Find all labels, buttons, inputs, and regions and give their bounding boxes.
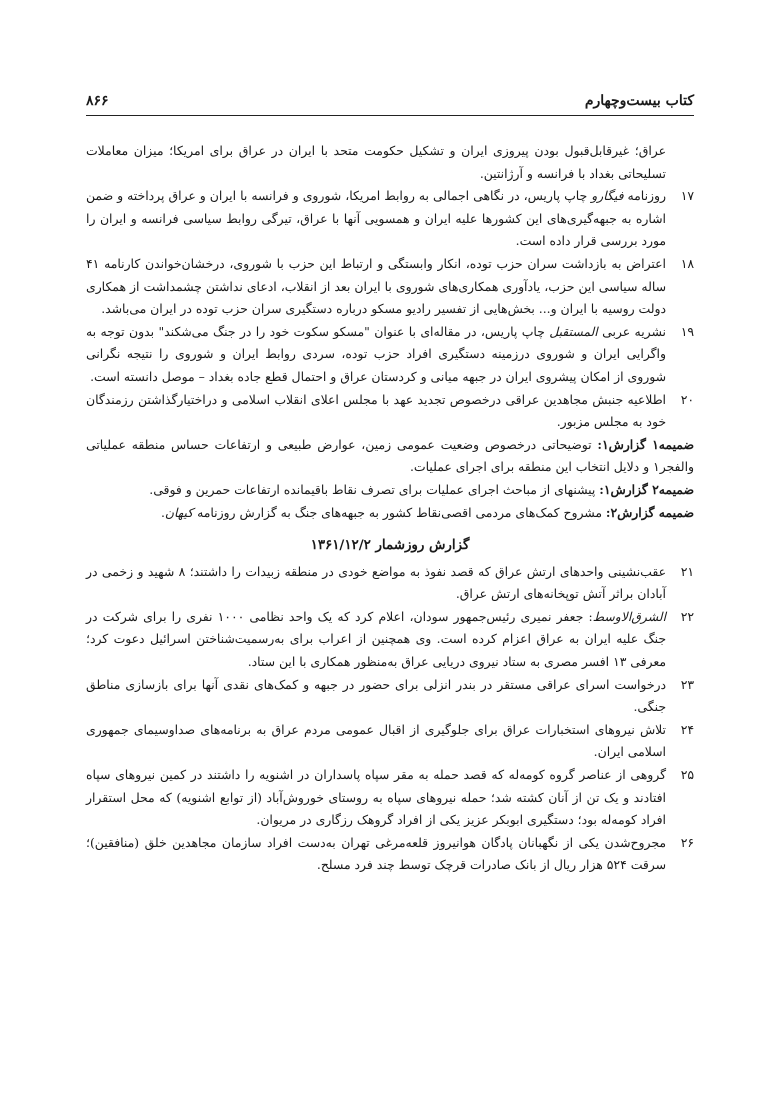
entry-number: ۲۰ — [680, 391, 694, 407]
entry-pre: مجروح‌شدن یکی از نگهبانان پادگان هوانیروز قلعه‌مرغی تهران به‌دست افراد سازمان مجاهدین خلق (منافقین)؛ سرقت ۵۲۴ هزار ریال از بانک صادرات قرچک توسط چند فرد مسلح. — [86, 834, 666, 873]
entry-source: المستقبل — [549, 323, 598, 339]
annex-end: . — [160, 504, 165, 520]
entry-pre: گروهی از عناصر گروه کومه‌له که قصد حمله به مقر سپاه پاسداران در اشنویه را داشتند در کمین نیروهای سپاه افتادند و یک تن از آنان کشته شد؛ حمله نیروهای سپاه به روستای خوروش‌آباد (از توابع اشنویه) که محل استقرار افراد کومه‌له بود؛ دستگیری ابوبکر عزیز یکی از افراد گروهک رزگاری در مریوان. — [86, 767, 666, 828]
entry-pre: نشریه عربی — [597, 323, 666, 339]
entry-pre: عقب‌نشینی واحدهای ارتش عراق که قصد نفوذ به مواضع خودی در منطقه زبیدات را داشتند؛ ۸ شهید و زخمی در آبادان براثر آتش توپخانه‌های ارتش عراق. — [86, 563, 666, 602]
running-header — [86, 86, 694, 116]
entry-text — [86, 674, 666, 719]
page-number: ۸۶۶ — [86, 93, 109, 109]
annex-text: توضیحاتی درخصوص وضعیت عمومی زمین، عوارض طبیعی و ارتفاعات حساس منطقه عملیاتی والفجر۱ و دلایل انتخاب این منطقه برای اجرای عملیات. — [86, 436, 694, 475]
annex-source: کیهان — [164, 504, 194, 520]
annex-list — [86, 434, 694, 524]
numbered-entry — [86, 674, 694, 719]
numbered-entry — [86, 561, 694, 606]
entry-number: ۱۹ — [680, 323, 694, 339]
entry-text — [86, 606, 666, 674]
numbered-entry — [86, 764, 694, 832]
entry-text — [86, 389, 666, 434]
entry-text — [86, 719, 666, 764]
annex-label: ضمیمه۱ گزارش۱: — [597, 436, 694, 452]
book-title: کتاب بیست‌وچهارم — [584, 93, 694, 109]
entry-post: چاپ پاریس، در مقاله‌ای با عنوان "مسکو سکوت خود را در جنگ می‌شکند" بدون توجه به واگرایی ایران و شوروی درزمینه دستگیری افراد حزب توده، سردی روابط ایران و شوروی را نتیجه نگرانی شوروی از امکان پیشروی ایران در جبهه میانی و کردستان عراق و احتمال قطع جاده بغداد – موصل دانسته است. — [86, 323, 666, 384]
numbered-entry — [86, 321, 694, 389]
entry-post: چاپ پاریس، در نگاهی اجمالی به روابط امریکا، شوروی و فرانسه با ایران و عراق پرداخته و ضمن اشاره به جبهه‌گیری‌های این کشورها علیه ایران و همسویی آنها با عراق، تیرگی روابط سیاسی فرانسه و ایران را مورد بررسی قرار داده است. — [86, 188, 666, 249]
entry-text — [86, 253, 666, 321]
entry-pre: درخواست اسرای عراقی مستقر در بندر انزلی برای حضور در جبهه و کمک‌های نقدی آنها برای بازسازی مناطق جنگی. — [86, 676, 666, 715]
entry-number: ۱۸ — [680, 255, 694, 271]
entry-number: ۲۲ — [680, 608, 694, 624]
entry-number: ۲۳ — [680, 676, 694, 692]
annex-text: پیشنهای از مباحث اجرای عملیات برای تصرف نقاط باقیمانده ارتفاعات حمرین و فوقی. — [149, 481, 600, 497]
entry-text — [86, 832, 666, 877]
page-content — [86, 140, 694, 877]
entry-number: ۲۶ — [680, 834, 694, 850]
annex-label: ضمیمه۲ گزارش۱: — [599, 481, 694, 497]
entry-text — [86, 764, 666, 832]
entry-pre: اعتراض به بازداشت سران حزب توده، انکار وابستگی و ارتباط این حزب با شوروی، درخشان‌خواندن کارنامه ۴۱ ساله سیاسی این حزب، یادآوری همکاری‌های شوروی با ایران بعد از انقلاب، ادعای نداشتن چشمداشت از همکاری دولت روسیه با ایران و... بخش‌هایی از تفسیر رادیو مسکو درباره دستگیری سران حزب توده در ایران می‌باشد. — [86, 255, 666, 317]
annex-item — [86, 502, 694, 525]
annex-item — [86, 479, 694, 502]
entry-number: ۲۴ — [680, 721, 694, 737]
entry-pre: روزنامه — [623, 188, 666, 204]
entry-pre: تلاش نیروهای استخبارات عراق برای جلوگیری از اقبال عمومی مردم عراق به برنامه‌های صداوسیمای جمهوری اسلامی ایران. — [86, 721, 666, 760]
numbered-entry — [86, 832, 694, 877]
entry-number: ۱۷ — [680, 188, 694, 204]
entry-list-b — [86, 561, 694, 877]
annex-text: مشروح کمک‌های مردمی اقصی‌نقاط کشور به جبهه‌های جنگ به گزارش روزنامه — [193, 504, 606, 520]
entry-text — [86, 321, 666, 389]
entry-post: : جعفر نمیری رئیس‌جمهور سودان، اعلام کرد که یک واحد نظامی ۱۰۰۰ نفری را برای شرکت در جنگ علیه ایران به عراق اعزام کرده است. وی همچنین از اعراب برای به‌رسمیت‌شناختن اسرائیل دعوت کرد؛ معرفی ۱۳ افسر مصری به ستاد نیروی دریایی عراق به‌منظور همکاری با این ستاد. — [86, 608, 666, 670]
numbered-entry — [86, 719, 694, 764]
entry-number: ۲۱ — [680, 563, 694, 579]
daily-report-heading: گزارش روزشمار ۱۳۶۱/۱۲/۲ — [310, 537, 470, 554]
numbered-entry — [86, 185, 694, 253]
entry-text — [86, 561, 666, 606]
entry-pre: اطلاعیه جنبش مجاهدین عراقی درخصوص تجدید عهد با مجلس اعلای انقلاب اسلامی و دراختیارگذاشتن رزمندگان خود به مجلس مزبور. — [86, 391, 666, 430]
entry-source: الشرق‌الاوسط — [592, 608, 667, 624]
entry-number: ۲۵ — [680, 767, 694, 783]
continued-paragraph: عراق؛ غیرقابل‌قبول بودن پیروزی ایران و تشکیل حکومت متحد با ایران در عراق برای امریکا؛ میزان معاملات تسلیحاتی بغداد با فرانسه و آرژانتین. — [86, 143, 666, 181]
entry-list-a — [86, 185, 694, 434]
numbered-entry — [86, 389, 694, 434]
numbered-entry — [86, 606, 694, 674]
entry-text — [86, 185, 666, 253]
numbered-entry — [86, 253, 694, 321]
entry-source: فیگارو — [591, 188, 624, 204]
annex-item — [86, 434, 694, 479]
annex-label: ضمیمه گزارش۲: — [605, 504, 694, 520]
